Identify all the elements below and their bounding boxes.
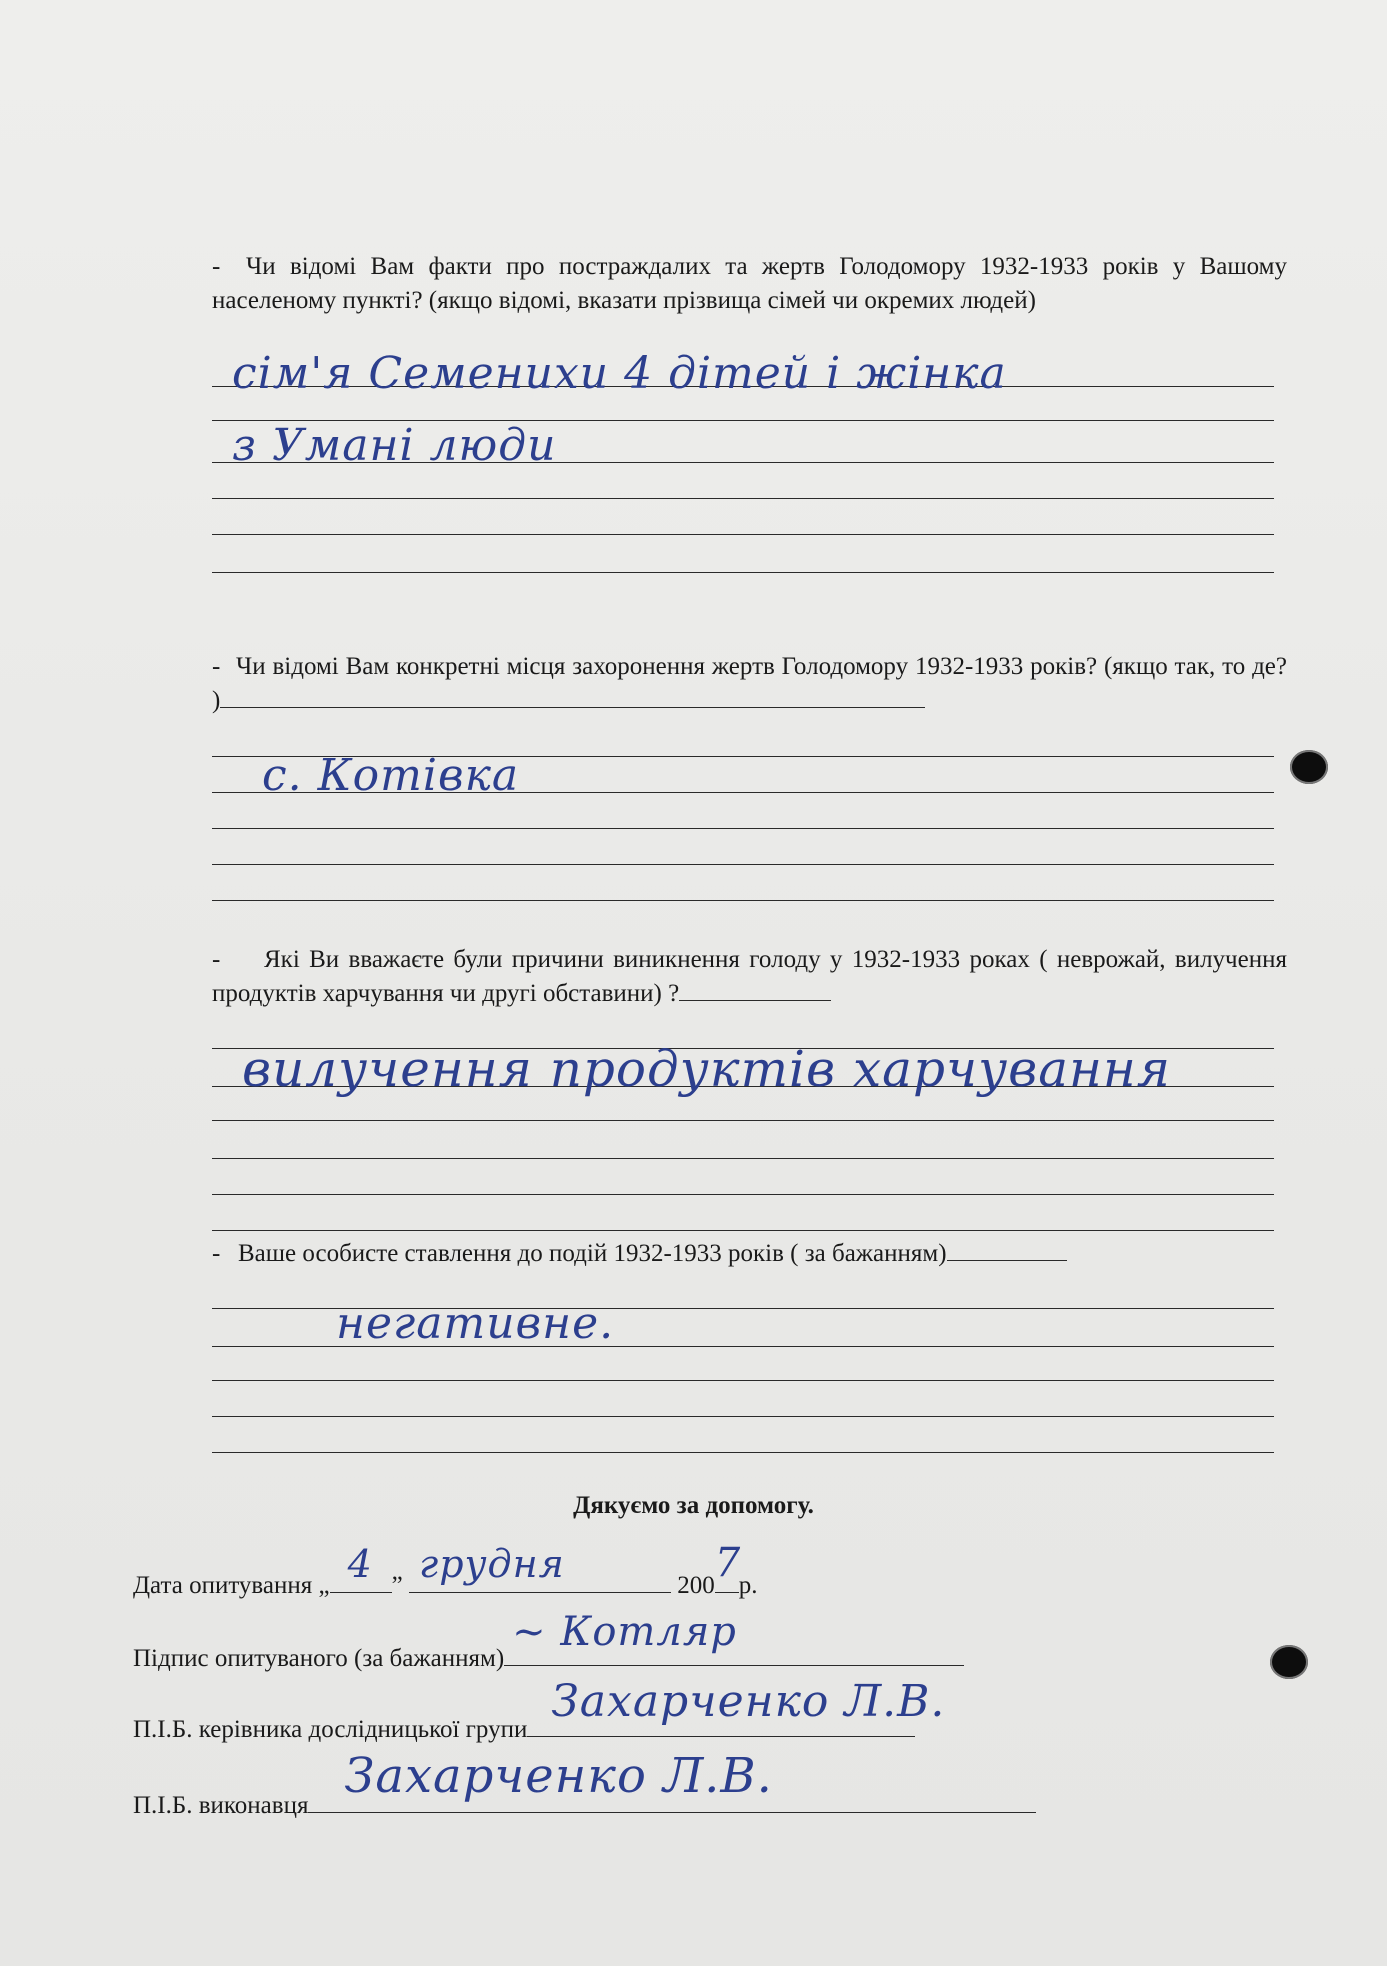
executor-row (133, 1748, 1036, 1820)
handwritten-executor-name: Захарченко Л.В. (344, 1748, 773, 1804)
question-1-text: Чи відомі Вам факти про постраждалих та жертв Голодомору 1932-1933 років у Вашому населеному пункті? (якщо відомі, вказати прізвища сімей чи окремих людей) (212, 253, 1287, 314)
answer-line (212, 572, 1274, 573)
thanks-text: Дякуємо за допомогу. (573, 1492, 814, 1519)
respondent-signature-label: Підпис опитуваного (за бажанням) (133, 1645, 505, 1672)
group-leader-row (133, 1676, 946, 1744)
answer-line (212, 828, 1274, 829)
year-fill (714, 1540, 742, 1593)
answer-line (212, 1416, 1274, 1417)
handwritten-answer-1a: сім'я Семенихи 4 дітей і жінка (232, 348, 1007, 399)
punch-hole-lower (1270, 1645, 1308, 1679)
survey-date-row (133, 1540, 758, 1600)
handwritten-answer-1b: з Умані люди (232, 420, 557, 471)
quote-close: ” (391, 1572, 403, 1599)
question-3 (212, 943, 1287, 1011)
leader-fill (527, 1676, 946, 1737)
handwritten-month: грудня (418, 1542, 565, 1586)
bullet-dash: - (212, 1240, 221, 1267)
handwritten-answer-3: вилучення продуктів харчування (242, 1040, 1171, 1098)
answer-line (212, 1380, 1274, 1381)
inline-answer-line (947, 1238, 1067, 1261)
answer-line (212, 1230, 1274, 1231)
punch-hole-upper (1290, 750, 1328, 784)
year-suffix: р. (738, 1572, 758, 1599)
respondent-signature-row (133, 1609, 964, 1673)
handwritten-answer-2: с. Котівка (262, 750, 520, 801)
bullet-dash: - (212, 946, 221, 973)
inline-answer-line (679, 978, 831, 1001)
answer-line (212, 534, 1274, 535)
answer-line (212, 900, 1274, 901)
handwritten-answer-4: негативне. (336, 1298, 615, 1349)
bullet-dash: - (212, 253, 221, 280)
question-4 (212, 1237, 1287, 1271)
bullet-dash: - (212, 653, 221, 680)
handwritten-year-digit: 7 (714, 1540, 742, 1586)
answer-line (212, 498, 1274, 499)
answer-line (212, 1452, 1274, 1453)
signature-fill (504, 1609, 964, 1666)
executor-fill (308, 1748, 1036, 1813)
answer-line (212, 1194, 1274, 1195)
day-fill (330, 1542, 392, 1593)
question-1 (212, 250, 1287, 318)
handwritten-day: 4 (347, 1542, 373, 1586)
inline-answer-line (220, 685, 925, 708)
quote-open: „ (318, 1572, 330, 1599)
month-fill (409, 1542, 671, 1593)
question-2-text: Чи відомі Вам конкретні місця захоронення жертв Голодомору 1932-1933 років? (якщо так, то де? ) (212, 653, 1287, 714)
question-4-text: Ваше особисте ставлення до подій 1932-1933 років ( за бажанням) (238, 1240, 947, 1267)
survey-date-label: Дата опитування (133, 1572, 313, 1599)
question-3-text: Які Ви вважаєте були причини виникнення голоду у 1932-1933 роках ( неврожай, вилучення продуктів харчування чи другі обставини) ? (212, 946, 1287, 1007)
question-2 (212, 650, 1287, 718)
handwritten-signature: ~ Котляр (512, 1609, 737, 1655)
answer-line (212, 1120, 1274, 1121)
answer-line (212, 864, 1274, 865)
handwritten-leader-name: Захарченко Л.В. (551, 1676, 946, 1727)
executor-label: П.І.Б. виконавця (133, 1792, 309, 1819)
year-prefix: 200 (677, 1572, 715, 1599)
group-leader-label: П.І.Б. керівника дослідницької групи (133, 1716, 528, 1743)
answer-line (212, 1158, 1274, 1159)
